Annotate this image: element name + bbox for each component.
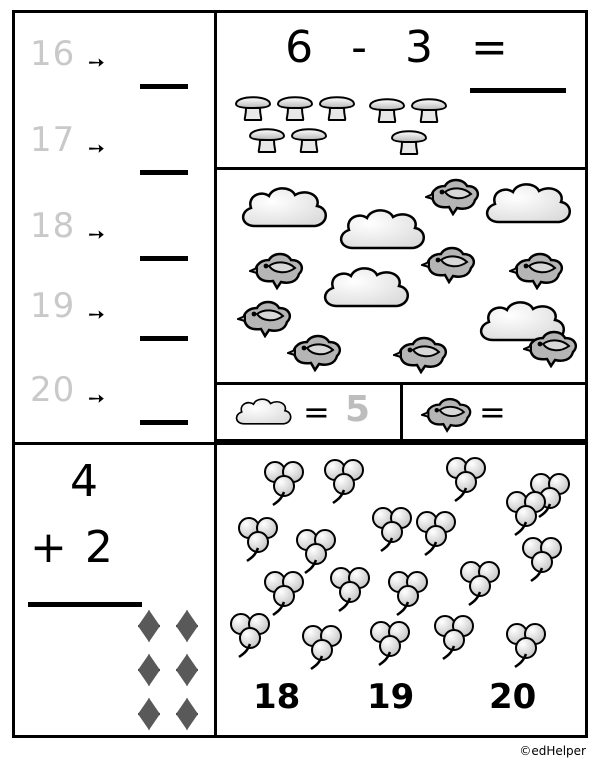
trace-write-line[interactable] <box>140 170 188 175</box>
bird-icon <box>421 242 479 284</box>
equals-sign: = <box>303 393 330 431</box>
addition-top-addend: 4 <box>70 456 98 507</box>
cloud-count-cell[interactable] <box>217 385 403 442</box>
subtraction-problem <box>217 10 588 170</box>
subtraction-answer-line[interactable] <box>470 88 566 93</box>
clover-icon <box>369 504 415 554</box>
bird-icon <box>425 174 483 216</box>
trace-write-line[interactable] <box>140 336 188 341</box>
bird-icon <box>421 393 475 433</box>
diamond-icon <box>138 610 160 642</box>
clover-icon <box>321 456 367 506</box>
trace-numeral: 18 <box>30 206 76 246</box>
arrow-icon: ➙ <box>88 50 105 74</box>
diamond-icon <box>176 610 198 642</box>
trace-numeral: 16 <box>30 34 76 74</box>
diamond-icon <box>138 698 160 730</box>
clover-icon <box>457 558 503 608</box>
diamond-icon <box>138 654 160 686</box>
addition-bottom-addend: 2 <box>84 522 131 573</box>
clover-icon <box>227 610 273 660</box>
trace-numeral: 19 <box>30 286 76 326</box>
clover-counting-panel <box>217 442 588 738</box>
plus-sign: + <box>30 522 85 573</box>
mushroom-icon <box>367 92 407 124</box>
count-choice-option[interactable]: 20 <box>489 677 537 717</box>
birds-and-clouds-scene <box>217 170 588 385</box>
trace-write-line[interactable] <box>140 84 188 89</box>
diamond-counter-group <box>132 610 212 730</box>
addition-operator-and-addend <box>30 522 131 573</box>
diamond-icon <box>176 654 198 686</box>
trace-row <box>12 198 217 284</box>
clover-icon <box>519 534 565 584</box>
cloud-icon <box>479 178 579 236</box>
arrow-icon: ➙ <box>88 222 105 246</box>
mushroom-icon <box>317 90 357 122</box>
equals-sign: = <box>479 393 506 431</box>
mushroom-icon <box>275 90 315 122</box>
clover-icon <box>443 454 489 504</box>
clover-icon <box>261 458 307 508</box>
addition-problem <box>12 442 217 738</box>
clover-icon <box>235 514 281 564</box>
count-choice-option[interactable]: 18 <box>253 677 301 717</box>
cloud-count-value: 5 <box>345 389 371 430</box>
mushroom-group <box>217 88 467 166</box>
arrow-icon: ➙ <box>88 386 105 410</box>
clover-icon <box>327 564 373 614</box>
clover-icon <box>431 612 477 662</box>
cloud-icon <box>235 182 335 240</box>
trace-write-line[interactable] <box>140 256 188 261</box>
trace-numeral: 20 <box>30 370 76 410</box>
mushroom-icon <box>389 124 429 156</box>
clover-icon <box>503 488 549 538</box>
bird-icon <box>393 332 451 374</box>
bird-icon <box>249 248 307 290</box>
cloud-icon <box>333 204 433 262</box>
clover-icon <box>413 508 459 558</box>
clover-icon <box>503 620 549 670</box>
cloud-icon <box>231 395 297 433</box>
count-choice-option[interactable]: 19 <box>367 677 415 717</box>
count-key-row <box>217 385 588 442</box>
mushroom-icon <box>409 92 449 124</box>
clover-icon <box>367 618 413 668</box>
trace-write-line[interactable] <box>140 420 188 425</box>
clover-icon <box>385 568 431 618</box>
trace-numeral: 17 <box>30 120 76 160</box>
copyright-footer: ©edHelper <box>519 744 586 758</box>
trace-row <box>12 112 217 198</box>
mushroom-icon <box>247 122 287 154</box>
bird-icon <box>509 248 567 290</box>
bird-icon <box>287 330 345 372</box>
bird-icon <box>523 326 581 368</box>
mushroom-icon <box>289 122 329 154</box>
arrow-icon: ➙ <box>88 136 105 160</box>
subtraction-equation: 6 - 3 = <box>285 22 520 73</box>
trace-row <box>12 26 217 112</box>
trace-row <box>12 362 217 448</box>
cloud-icon <box>317 262 417 320</box>
addition-rule-line <box>28 602 142 607</box>
mushroom-icon <box>233 90 273 122</box>
arrow-icon: ➙ <box>88 302 105 326</box>
clover-icon <box>299 622 345 672</box>
trace-number-column <box>12 10 217 442</box>
diamond-icon <box>176 698 198 730</box>
bird-count-cell[interactable] <box>403 385 588 442</box>
trace-row <box>12 278 217 364</box>
